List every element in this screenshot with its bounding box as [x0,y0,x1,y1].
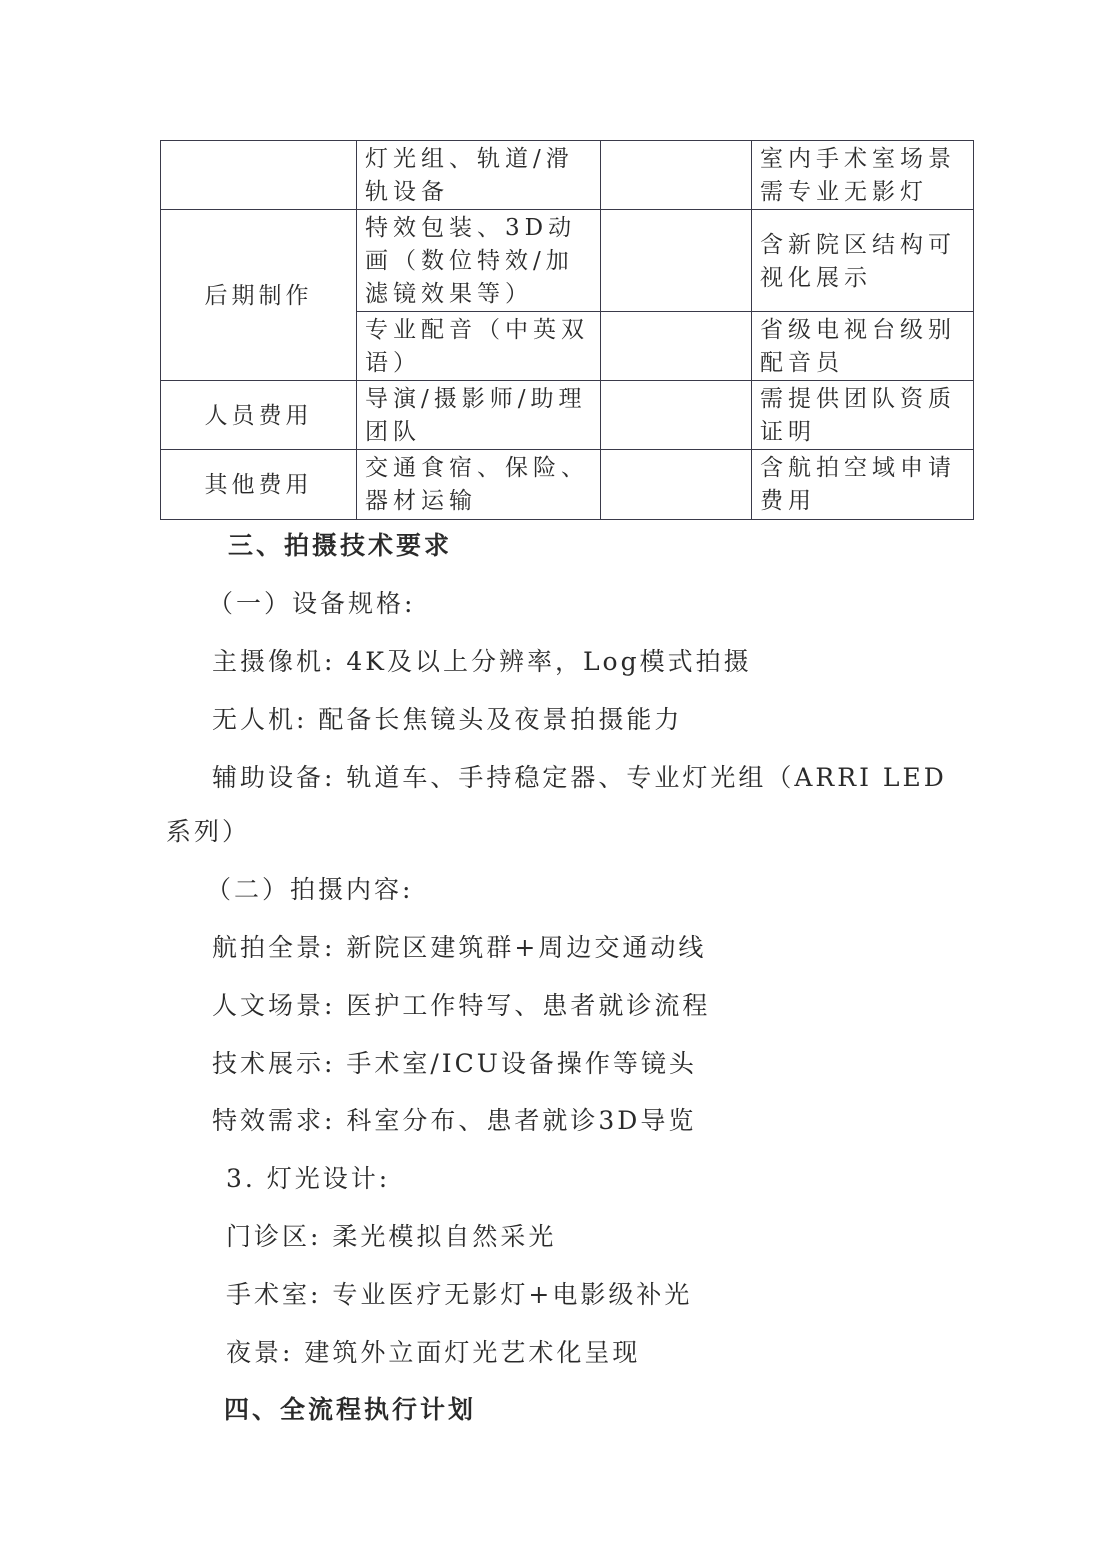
price-cell [601,381,752,450]
category-cell: 后期制作 [161,210,357,381]
equipment-aux-continued: 系列） [166,817,251,846]
note-cell: 含航拍空域申请费用 [752,450,974,520]
note-cell: 需提供团队资质证明 [752,381,974,450]
equipment-drone: 无人机: 配备长焦镜头及夜景拍摄能力 [212,705,683,734]
price-cell [601,312,752,381]
equipment-aux: 辅助设备: 轨道车、手持稳定器、专业灯光组（ARRI LED [212,763,947,792]
subsection-content-title: （二）拍摄内容: [206,875,414,904]
price-cell [601,210,752,312]
budget-table [160,140,974,520]
lighting-clinic: 门诊区: 柔光模拟自然采光 [226,1222,557,1251]
subsection-equipment-title: （一）设备规格: [208,589,416,618]
item-cell: 导演/摄影师/助理团队 [357,381,601,450]
section-3-heading: 三、拍摄技术要求 [228,531,453,560]
subsection-lighting-title: 3. 灯光设计: [226,1164,391,1193]
note-cell: 省级电视台级别配音员 [752,312,974,381]
table-row [161,450,974,520]
lighting-night: 夜景: 建筑外立面灯光艺术化呈现 [226,1338,641,1367]
item-cell: 灯光组、轨道/滑轨设备 [357,141,601,210]
item-cell: 交通食宿、保险、器材运输 [357,450,601,520]
item-cell: 特效包装、3D动画（数位特效/加滤镜效果等） [357,210,601,312]
note-cell: 含新院区结构可视化展示 [752,210,974,312]
section-4-heading: 四、全流程执行计划 [224,1395,477,1424]
content-fx: 特效需求: 科室分布、患者就诊3D导览 [212,1106,697,1135]
category-cell: 其他费用 [161,450,357,520]
category-cell-empty [161,141,357,210]
category-cell: 人员费用 [161,381,357,450]
price-cell [601,141,752,210]
table-row [161,141,974,210]
lighting-surgery: 手术室: 专业医疗无影灯+电影级补光 [226,1280,693,1309]
content-tech: 技术展示: 手术室/ICU设备操作等镜头 [212,1049,697,1078]
table-row [161,381,974,450]
item-cell: 专业配音（中英双语） [357,312,601,381]
price-cell [601,450,752,520]
table-row [161,210,974,312]
equipment-camera: 主摄像机: 4K及以上分辨率，Log模式拍摄 [212,647,752,676]
note-cell: 室内手术室场景需专业无影灯 [752,141,974,210]
content-human: 人文场景: 医护工作特写、患者就诊流程 [212,991,711,1020]
content-aerial: 航拍全景: 新院区建筑群+周边交通动线 [212,933,707,962]
